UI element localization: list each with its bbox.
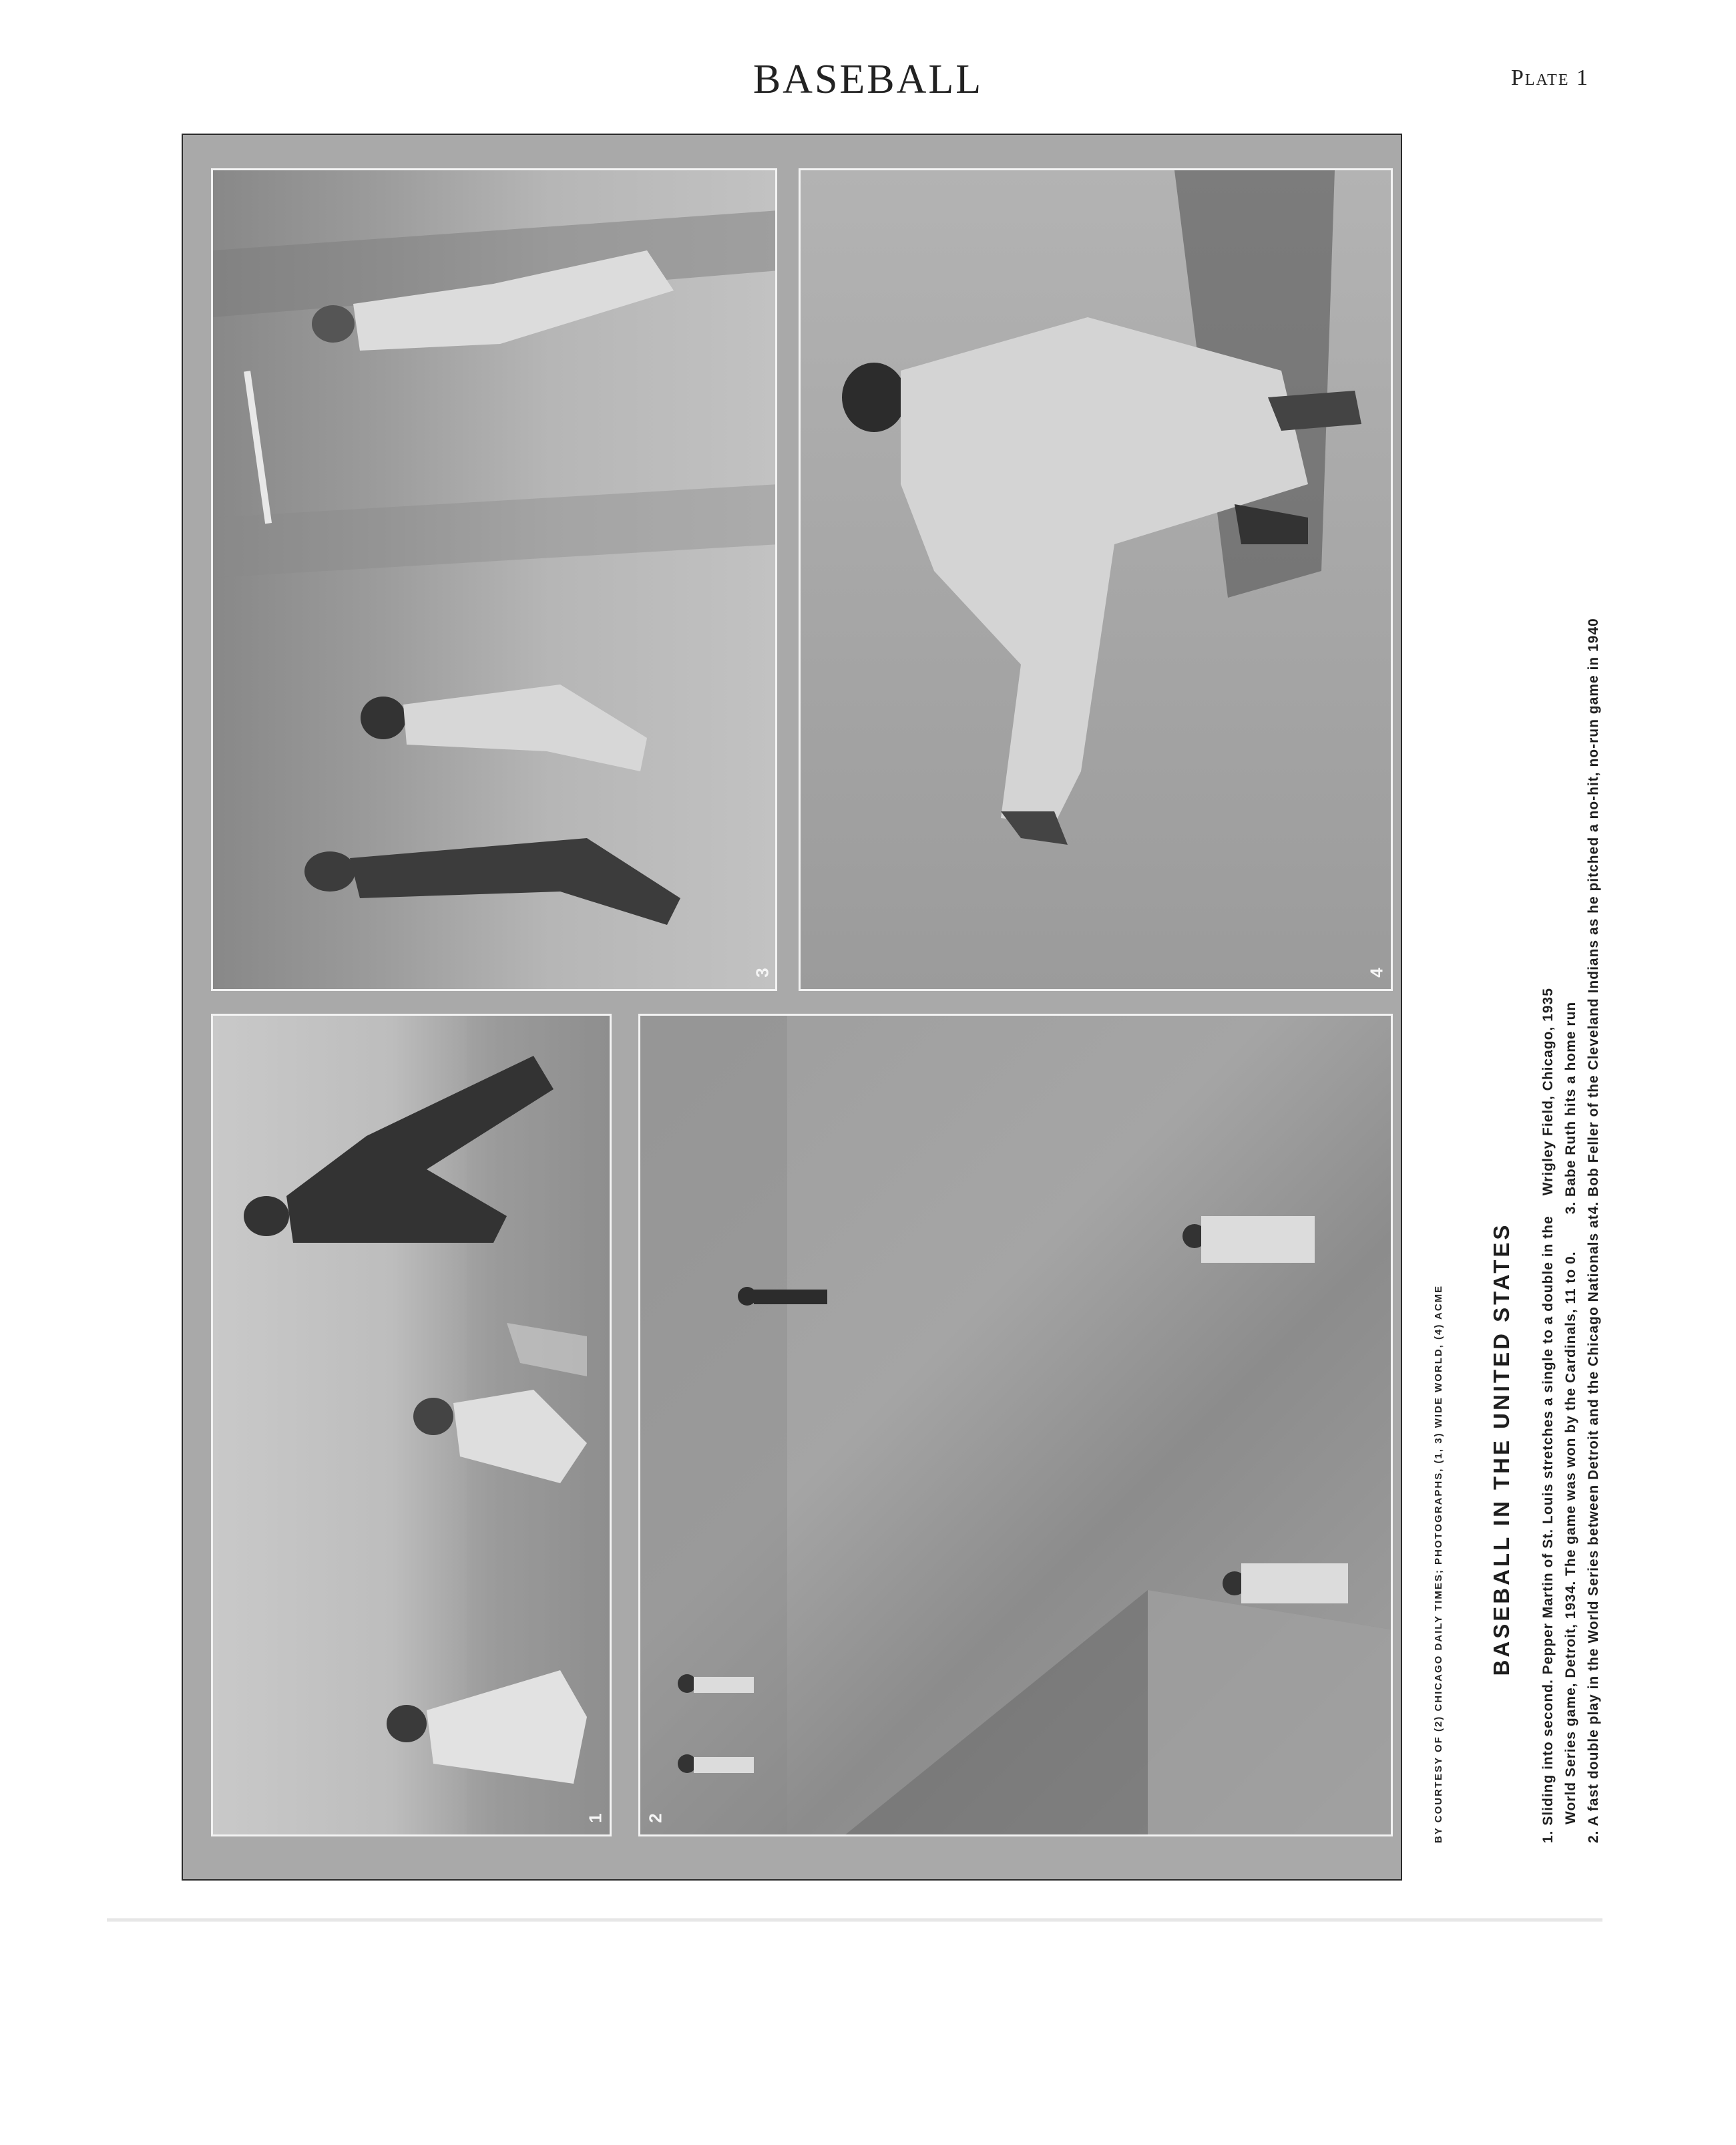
caption-line: 2. A fast double play in the World Series between Detroit and the Chicago Nationals at	[1586, 1214, 1601, 1843]
photo-babe-ruth-home-run	[211, 168, 777, 991]
photo-4-image	[801, 170, 1393, 991]
caption-line: Wrigley Field, Chicago, 1935	[1540, 988, 1556, 1196]
photo-bob-feller-pitching	[799, 168, 1393, 991]
photo-number: 3	[752, 968, 773, 978]
photo-2-image	[640, 1016, 1393, 1836]
photo-number: 1	[585, 1813, 606, 1823]
photo-credit: BY COURTESY OF (2) CHICAGO DAILY TIMES; PHOTOGRAPHS, (1, 3) WIDE WORLD, (4) ACME	[1433, 1284, 1444, 1843]
photo-sliding-into-second	[211, 1014, 612, 1836]
photo-1-image	[213, 1016, 612, 1836]
caption-title: BASEBALL IN THE UNITED STATES	[1489, 1222, 1514, 1676]
caption-right-column	[1537, 618, 1605, 1214]
caption-line: World Series game, Detroit, 1934. The game was won by the Cardinals, 11 to 0.	[1563, 1251, 1578, 1824]
caption-left-column	[1537, 1214, 1605, 1843]
photo-number: 2	[645, 1813, 666, 1823]
page-title: BASEBALL	[752, 57, 984, 102]
photo-plate	[182, 134, 1402, 1881]
plate-label: Plate 1	[1510, 65, 1589, 90]
caption-line: 4. Bob Feller of the Cleveland Indians as he pitched a no-hit, no-run game in 1940	[1586, 618, 1601, 1215]
caption-block	[1489, 618, 1605, 1843]
photo-3-image	[213, 170, 777, 991]
photo-number: 4	[1366, 968, 1387, 978]
caption-line: 1. Sliding into second. Pepper Martin of St. Louis stretches a single to a double in the	[1540, 1215, 1556, 1843]
caption-line: 3. Babe Ruth hits a home run	[1563, 1001, 1578, 1215]
footer-rule	[107, 1918, 1602, 1922]
photo-double-play	[638, 1014, 1393, 1836]
